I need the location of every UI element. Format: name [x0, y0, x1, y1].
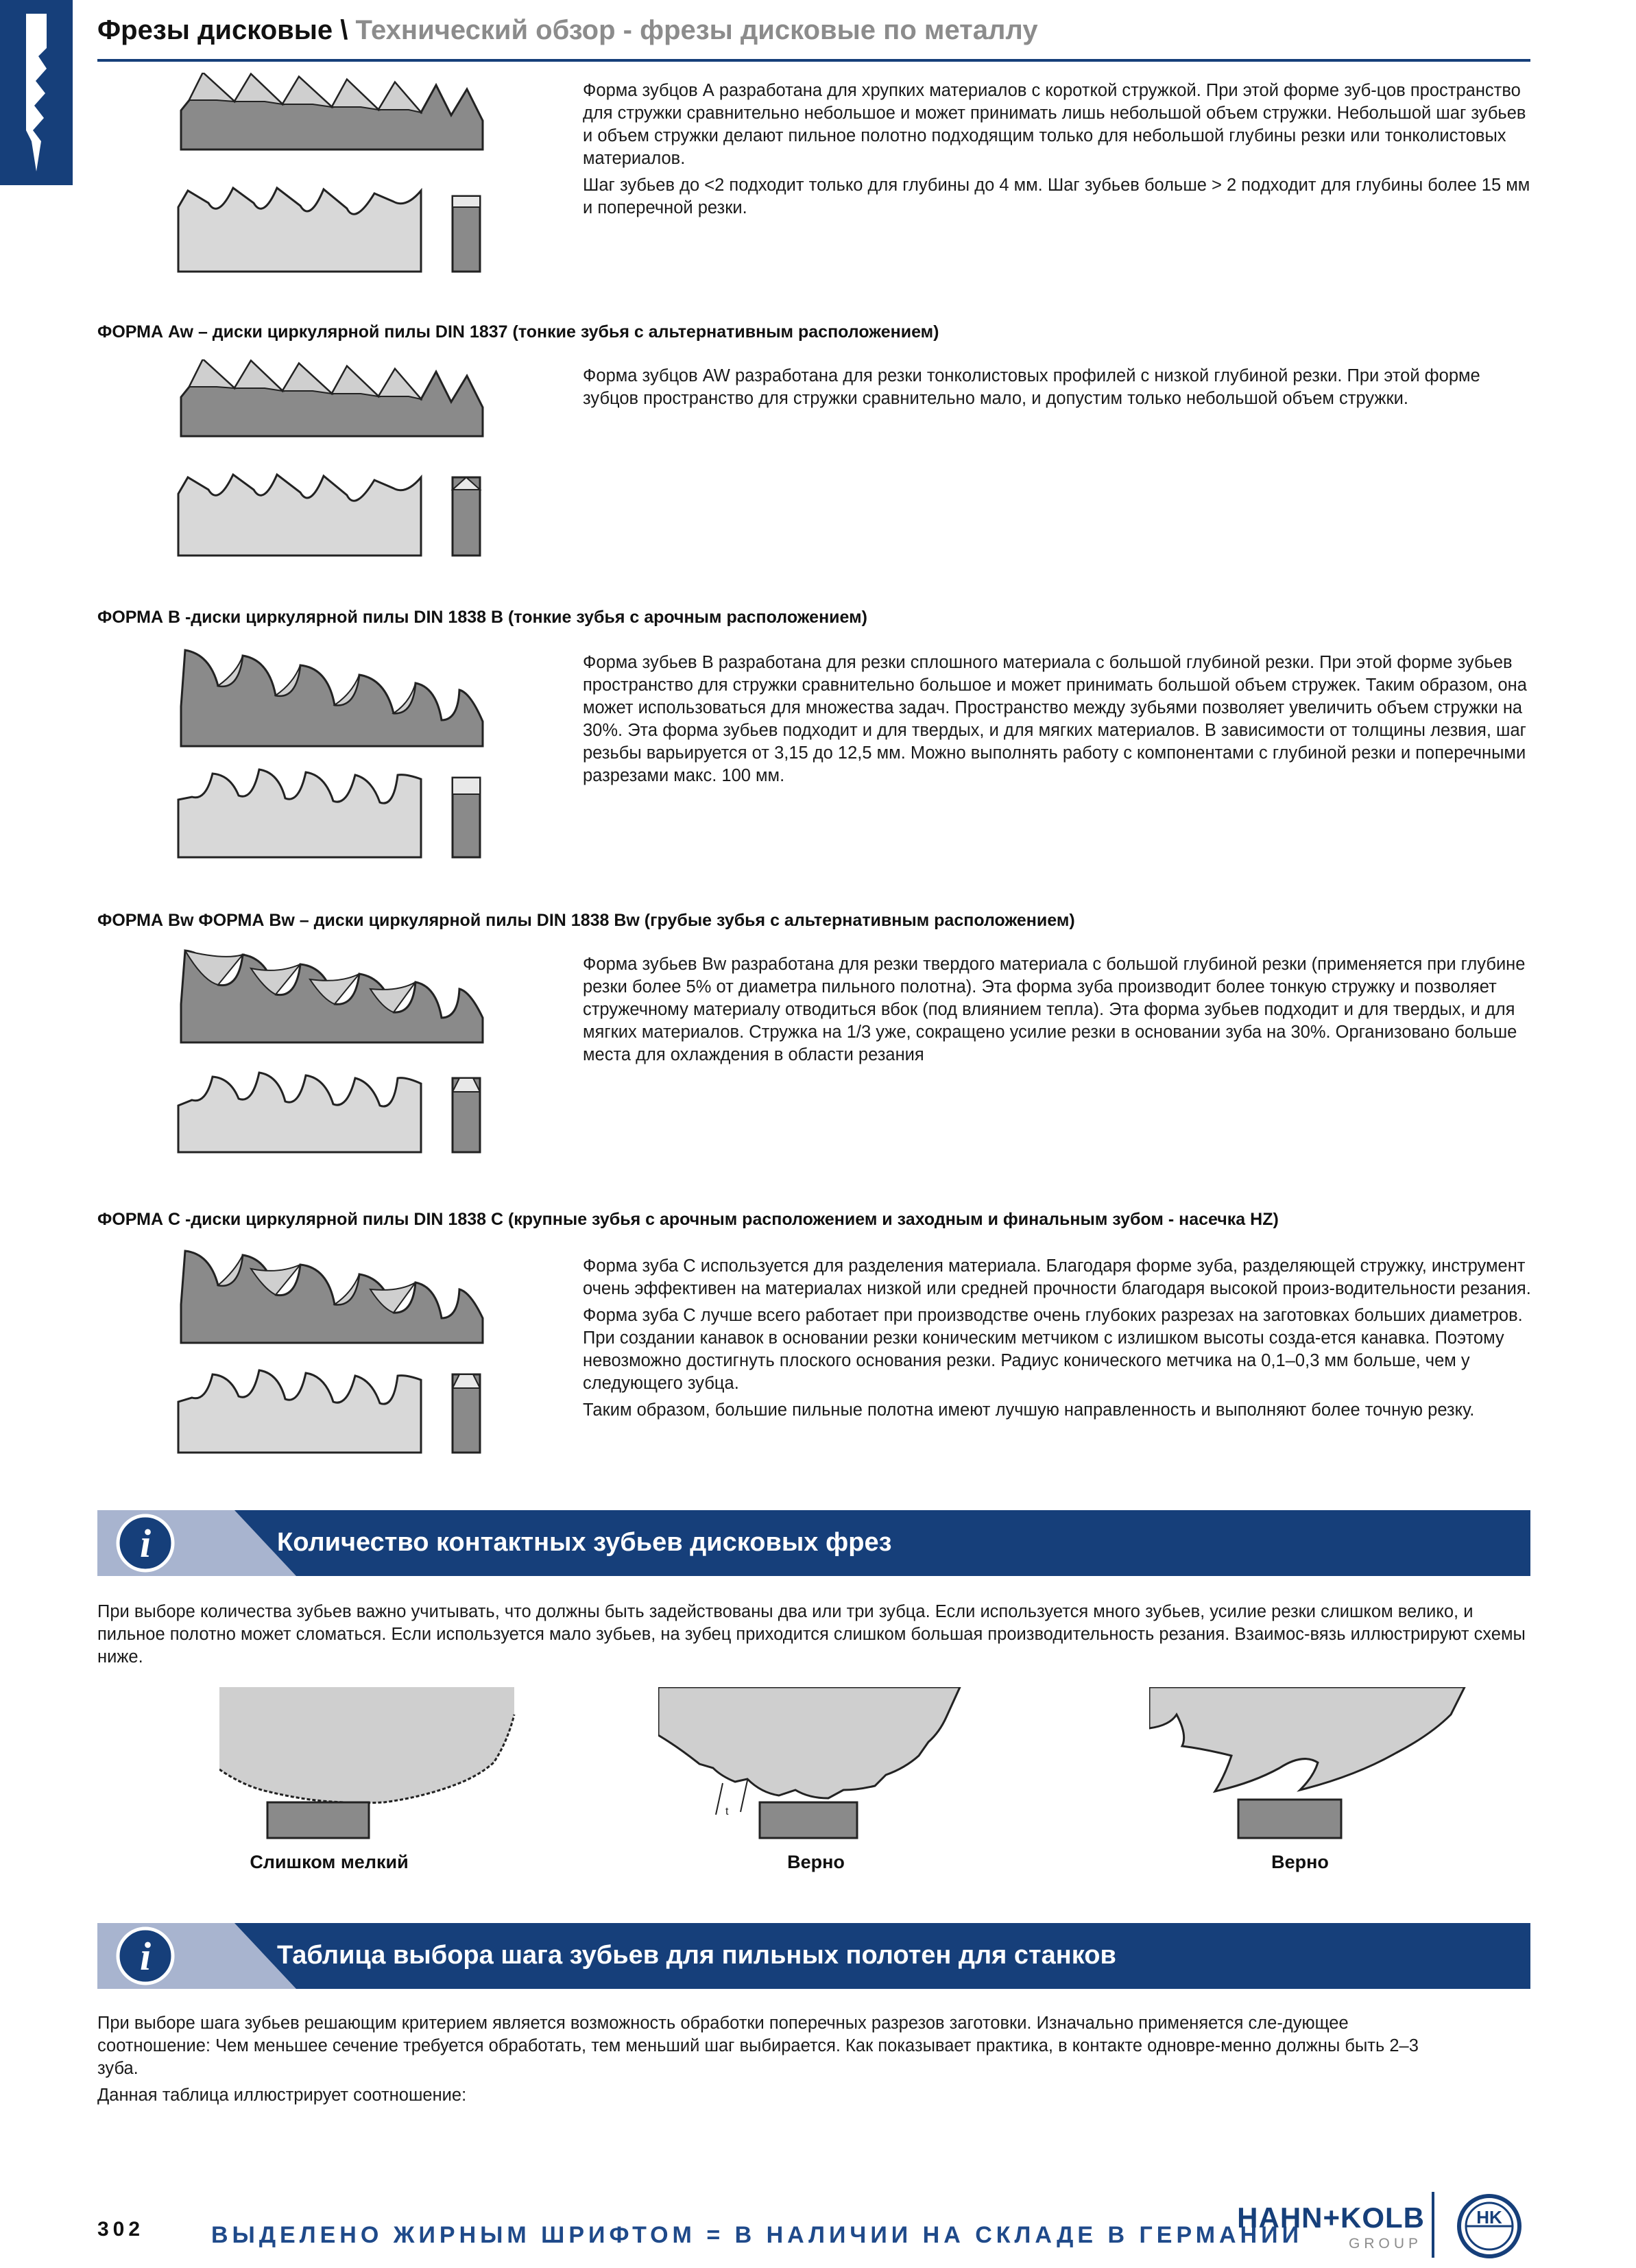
brand-logo-icon — [1456, 2193, 1522, 2259]
section-c-heading: ФОРМА C -диски циркулярной пилы DIN 1838 C (крупные зубья с арочным расположением и заходным и финальным зубом - насечка HZ) — [97, 1210, 1279, 1229]
section-b-heading: ФОРМА B -диски циркулярной пилы DIN 1838 B (тонкие зубья с арочным расположением) — [97, 608, 867, 627]
page-header — [97, 15, 1038, 46]
tooth-form-c-diagram — [176, 1247, 532, 1466]
info-icon-letter: i — [139, 1521, 152, 1566]
section-c-text — [583, 1255, 1536, 1426]
info-icon — [115, 1926, 176, 1986]
section-aw-heading: ФОРМА Aw – диски циркулярной пилы DIN 1837 (тонкие зубья с альтернативным расположением) — [97, 322, 939, 342]
diagram-too-fine — [219, 1687, 521, 1845]
info-icon-letter: i — [139, 1934, 152, 1979]
diagram-label-too-fine: Слишком мелкий — [250, 1852, 409, 1872]
info1-body: При выборе количества зубьев важно учитывать, что должны быть задействованы два или три зубца. Если используется много зубьев, усилие резки слишком велико, и пильное полотно может сломаться. Если используется мало зубьев, на зубец приходится слишком большая производительность резания. Взаимос-вязь иллюстрируют схемы ниже. — [97, 1602, 1526, 1667]
section-aw-p1: Форма зубцов AW разработана для резки тонколистовых профилей с низкой глубиной резки. При этой форме зубцов пространство для стружки сравнительно мало, и допустим только небольшой объем стружки. — [583, 366, 1480, 408]
section-c-p2: Форма зуба C лучше всего работает при производстве очень глубоких разрезах на заготовках больших диаметров. При создании канавок в основании резки коническим метчиком с излишком высоты созда-ется канавка. Поэтому невозможно достигнуть плоского основания резки. Радиус конического метчика на 0,1–0,3 мм больше, чем у следующего зубца. — [583, 1306, 1523, 1393]
info-banner-title: Количество контактных зубьев дисковых фрез — [277, 1528, 892, 1557]
info1-text — [97, 1601, 1537, 1673]
info-banner-title: Таблица выбора шага зубьев для пильных полотен для станков — [277, 1941, 1116, 1970]
category-tab — [0, 0, 73, 185]
info2-body2: Данная таблица иллюстрирует соотношение: — [97, 2086, 467, 2105]
header-title: Фрезы дисковые — [97, 15, 333, 45]
tooth-form-b-diagram — [176, 645, 532, 864]
brand-wordmark — [1237, 2199, 1425, 2254]
stock-notice: ВЫДЕЛЕНО ЖИРНЫМ ШРИФТОМ = В НАЛИЧИИ НА СКЛАДЕ В ГЕРМАНИИ — [211, 2222, 1303, 2248]
info2-text — [97, 2012, 1441, 2111]
brand-group: GROUP — [1348, 2236, 1422, 2252]
info-banner-contact-teeth — [97, 1510, 1530, 1576]
section-c-p3: Таким образом, большие пильные полотна имеют лучшую направленность и выполняют более точную резку. — [583, 1400, 1475, 1420]
section-b-p1: Форма зубьев B разработана для резки сплошного материала с большой глубиной резки. При этой форме зубьев пространство для стружки сравнительно большое и может принимать большой объем стружек. Таким образом, она может использоваться для множества задач. Пространство между зубьями позволяет увеличить объем стружки на 30%. Эта форма зубьев подходит и для твердых, и для мягких материалов. В зависимости от толщины лезвия, шаг резьбы варьируется от 3,15 до 12,5 мм. Можно выполнять работу с компонентами с глубиной резки и поперечными разрезами макс. 100 мм. — [583, 653, 1527, 785]
header-separator: \ — [340, 15, 348, 45]
tooth-form-a-diagram — [176, 73, 532, 278]
tooth-form-bw-diagram — [176, 946, 532, 1166]
section-aw-text — [583, 365, 1536, 414]
brand-logo-letters: HK — [1476, 2207, 1502, 2228]
info-banner-pitch-table — [97, 1923, 1530, 1989]
info2-body: При выборе шага зубьев решающим критерием является возможность обработки поперечных разрезов заготовки. Изначально применяется сле-дующее соотношение: Чем меньшее сечение требуется обработать, тем меньший шаг выбирается. Как показывает практика, в контакте одновре-менно должны быть 2–3 зуба. — [97, 2014, 1419, 2078]
info-icon — [115, 1513, 176, 1573]
pitch-mark-label: t — [725, 1806, 729, 1817]
section-b-text — [583, 652, 1536, 791]
tooth-form-aw-diagram — [176, 359, 532, 565]
drill-icon — [5, 7, 67, 178]
diagram-label-correct-2: Верно — [1271, 1852, 1329, 1872]
header-rule — [97, 59, 1530, 62]
diagram-label-correct-1: Верно — [787, 1852, 845, 1872]
page-number: 302 — [97, 2218, 145, 2241]
brand-name: HAHN+KOLB — [1237, 2201, 1425, 2234]
diagram-correct-1 — [658, 1687, 974, 1845]
section-bw-heading: ФОРМА Bw ФОРМА Bw – диски циркулярной пилы DIN 1838 Bw (грубые зубья с альтернативным расположением) — [97, 911, 1075, 930]
brand-divider — [1432, 2192, 1434, 2258]
section-bw-p1: Форма зубьев Bw разработана для резки твердого материала с большой глубиной резки (применяется при глубине резки более 5% от диаметра пильного полотна). Эта форма зуба производит более тонкую стружку и позволяет стружечному материалу отводиться вбок (под влиянием тепла). Эта форма зубьев подходит и для твердых, и для мягких материалов. Стружка на 1/3 уже, сокращено усилие резки в основании зуба на 30%. Организовано больше места для охлаждения в области резания — [583, 955, 1526, 1064]
section-a-p2: Шаг зубьев до <2 подходит только для глубины до 4 мм. Шаг зубьев больше > 2 подходит для глубины более 15 мм и поперечной резки. — [583, 176, 1530, 217]
section-bw-text — [583, 953, 1536, 1071]
section-a-p1: Форма зубцов А разработана для хрупких материалов с короткой стружкой. При этой форме зуб-цов пространство для стружки сравнительно небольшое и может принимать лишь небольшой объем стружки. Небольшой шаг зубьев и объем стружки делают пильное полотно подходящим только для небольшой глубины резки или тонколистовых материалов. — [583, 81, 1526, 168]
section-a-text — [583, 80, 1536, 224]
section-c-p1: Форма зуба C используется для разделения материала. Благодаря форме зуба, разделяющей стружку, инструмент очень эффективен на материалах низкой или средней прочности благодаря высокой произ-водительности резания. — [583, 1256, 1531, 1298]
header-subtitle: Технический обзор - фрезы дисковые по металлу — [355, 15, 1038, 45]
diagram-correct-2 — [1149, 1687, 1478, 1845]
